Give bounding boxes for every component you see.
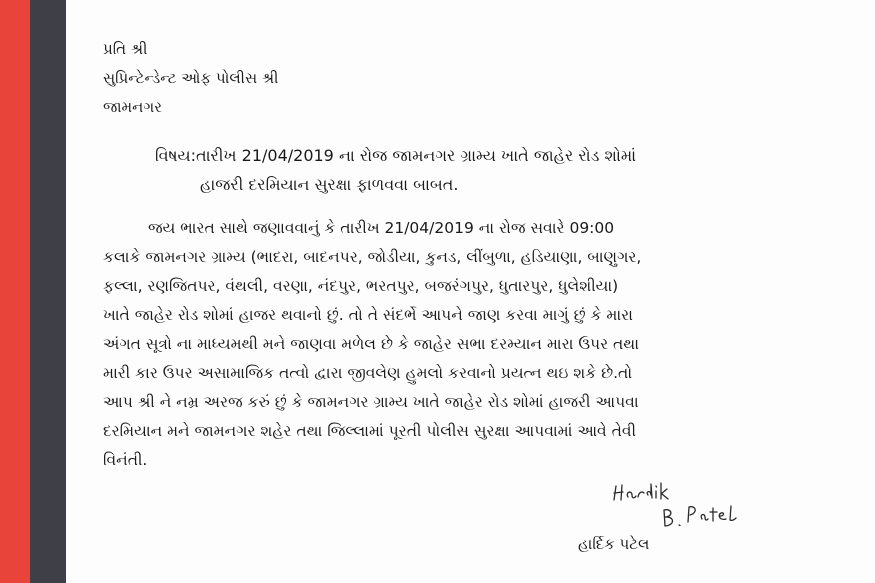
body-line: ખાતે જાહેર રોડ શોમાં હાજર થવાનો છું. તો તે સંદર્ભે આપને જાણ કરવા માગું છું કે મારા <box>103 306 633 324</box>
body-line: ફલ્લા, રણજિતપર, વંથલી, વરણા, નંદપુર, ભરતપુર, બજરંગપુર, ધુતારપુર, ધુલેશીયા) <box>103 277 619 295</box>
left-edge-red-strip <box>0 0 30 583</box>
body-line: મારી કાર ઉપર અસામાજિક તત્વો દ્વારા જીવલેણ હુમલો કરવાનો પ્રયત્ન થઇ શકે છે.તો <box>103 364 633 382</box>
body-line: આપ શ્રી ને નમ્ર અરજ કરું છું કે જામનગર ગ્રામ્ય ખાતે જાહેર રોડ શોમાં હાજરી આપવા <box>103 393 639 411</box>
subject-line-2: હાજરી દરમિયાન સુરક્ષા ફાળવવા બાબત. <box>200 175 459 194</box>
signature-name: હાર્દિક પટેલ <box>578 535 650 553</box>
handwritten-signature <box>610 470 750 540</box>
address-line-1: પ્રતિ શ્રી <box>103 40 148 58</box>
address-line-2: સુપ્રિન્ટેન્ડેન્ટ ઓફ પોલીસ શ્રી <box>103 69 279 87</box>
body-line: વિનંતી. <box>103 451 148 469</box>
left-edge-dark-strip <box>30 0 66 583</box>
body-line: કલાકે જામનગર ગ્રામ્ય (ભાદરા, બાદનપર, જોડીયા, કુનડ, લીંબુળા, હડિયાણા, બાણુગર, <box>103 248 642 266</box>
address-line-3: જામનગર <box>103 98 163 116</box>
body-line: જય ભારત સાથે જણાવવાનું કે તારીખ 21/04/2019 ના રોજ સવારે 09:00 <box>148 219 615 237</box>
subject-line-1: વિષય:તારીખ 21/04/2019 ના રોજ જામનગર ગ્રામ્ય ખાતે જાહેર રોડ શોમાં <box>155 146 637 165</box>
body-line: દરમિયાન મને જામનગર શહેર તથા જિલ્લામાં પૂરતી પોલીસ સુરક્ષા આપવામાં આવે તેવી <box>103 422 637 440</box>
body-line: અંગત સૂત્રો ના માધ્યમથી મને જાણવા મળેલ છે કે જાહેર સભા દરમ્યાન મારા ઉપર તથા <box>103 335 639 353</box>
